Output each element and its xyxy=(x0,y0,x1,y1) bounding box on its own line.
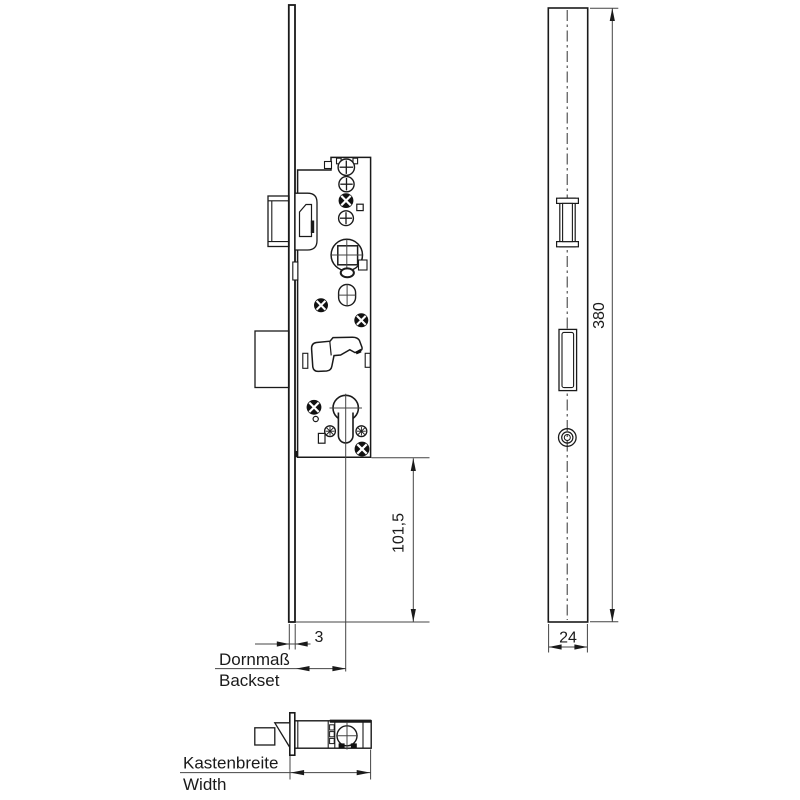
case-slot-left xyxy=(303,353,308,368)
rivet-x xyxy=(339,193,354,208)
dimension-backset xyxy=(215,650,346,690)
rivet-x xyxy=(307,400,322,415)
lock-side-view xyxy=(255,5,371,672)
phillips-screw xyxy=(339,211,354,226)
rivet-x xyxy=(354,313,368,327)
faceplate-front-view xyxy=(548,8,587,622)
hub-tab xyxy=(341,268,354,277)
hatched-screw xyxy=(325,426,336,437)
dimension-plate-thickness xyxy=(255,624,324,650)
dim-plate-width: 24 xyxy=(559,629,577,647)
dim-plate-thickness: 3 xyxy=(314,629,324,646)
backset-label-en: Backset xyxy=(219,671,280,690)
case-width-label-de: Kastenbreite xyxy=(183,753,279,773)
obround-port xyxy=(339,284,356,305)
dimension-24 xyxy=(549,624,588,653)
dimension-case-width xyxy=(180,750,371,795)
latch-cutout xyxy=(557,198,579,247)
case-width-label-en: Width xyxy=(183,775,227,794)
faceplate-top-view xyxy=(290,713,295,755)
dim-plate-length: 380 xyxy=(590,302,608,329)
stack-square xyxy=(330,725,335,730)
stack-square xyxy=(330,738,335,743)
small-port xyxy=(318,433,325,443)
backset-label-de: Dornmaß xyxy=(219,650,290,669)
faceplate-front xyxy=(548,8,587,622)
case-slot-right xyxy=(365,353,370,367)
latch-spring-mark xyxy=(311,221,314,234)
case-top-notch xyxy=(325,162,332,169)
hatched-screw xyxy=(356,426,367,437)
latch-bolt xyxy=(268,196,289,247)
latch-case xyxy=(295,193,317,250)
plate-slot xyxy=(293,262,298,280)
deadbolt-cutout xyxy=(559,329,577,390)
deadbolt xyxy=(255,331,289,388)
stack-square xyxy=(330,732,335,737)
lock-top-view xyxy=(255,713,371,755)
latch-tail-top-view xyxy=(255,728,275,745)
dimension-380 xyxy=(590,8,618,622)
cylinder-foot xyxy=(351,743,357,748)
latch-bevel-top-view xyxy=(275,723,290,748)
dim-cylinder-to-end: 101,5 xyxy=(390,512,408,554)
rivet-x xyxy=(355,442,370,457)
cylinder-foot xyxy=(339,743,345,748)
phillips-screw xyxy=(339,177,354,192)
faceplate-edge xyxy=(289,5,295,622)
latch-head-profile xyxy=(300,205,312,237)
rivet-x xyxy=(314,298,328,312)
hub-notch xyxy=(359,260,368,270)
small-square-port xyxy=(357,204,363,210)
pin-hole xyxy=(313,416,318,421)
dimension-101-5 xyxy=(296,458,430,622)
